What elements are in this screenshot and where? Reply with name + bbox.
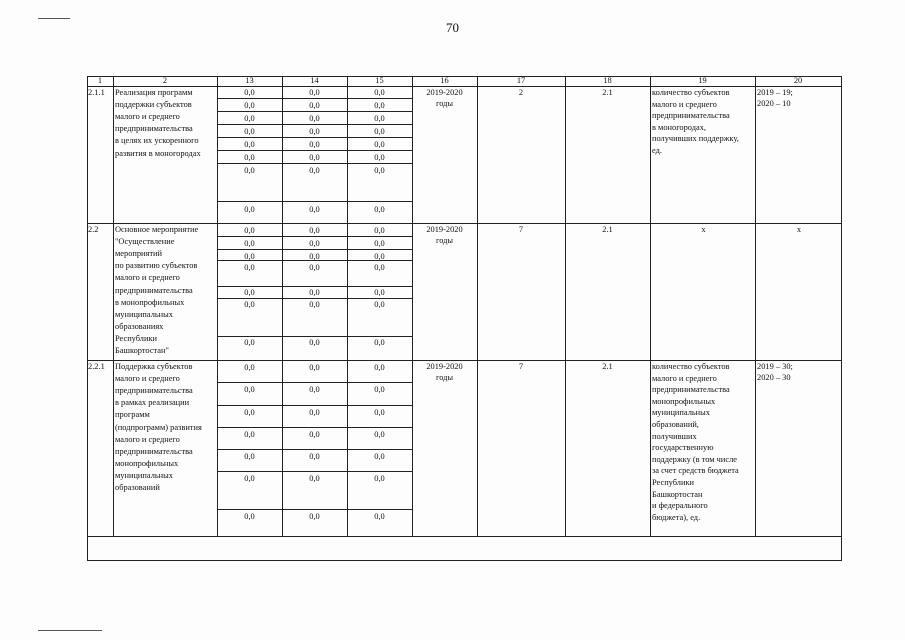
measure-name-line: монопрофильных [115,458,179,468]
measure-name-line: в целях их ускоренного [115,136,199,146]
indicator-line: муниципальных [652,408,710,418]
column-header: 15 [375,76,384,85]
column-header: 17 [516,76,526,85]
funding-value: 0,0 [244,263,255,272]
value-subrow-divider [217,471,412,472]
funding-value: 0,0 [244,363,255,372]
indicator-line: Башкортостан [652,489,703,499]
column-header: 16 [440,76,449,85]
funding-value: 0,0 [244,88,255,97]
measure-name-line: мероприятий [115,249,163,259]
funding-value: 0,0 [309,385,320,394]
value-subrow-divider [217,137,412,138]
column-divider [565,76,566,536]
funding-value: 0,0 [374,114,385,123]
funding-value: 0,0 [374,252,385,261]
indicator-line: государственную [652,443,714,453]
column-header: 20 [793,76,803,85]
funding-value: 0,0 [374,385,385,394]
measure-name-line: предпринимательства [115,285,193,295]
col17-value: 7 [518,225,524,234]
funding-value: 0,0 [244,239,255,248]
scan-mark-top [38,18,70,19]
funding-value: 0,0 [309,205,320,214]
indicator-line: ед. [652,146,662,155]
indicator-line: за счет средств бюджета [652,466,739,476]
funding-value: 0,0 [309,338,320,347]
funding-value: 0,0 [309,300,320,309]
measure-name-line: Основное мероприятие [115,225,199,234]
col18-value: 2.1 [602,362,613,371]
funding-value: 0,0 [309,512,320,521]
column-divider [412,76,413,536]
col18-value: 2.1 [602,225,613,234]
period-text: 2019-2020 [426,362,463,371]
column-header: 1 [97,76,103,85]
column-header: 18 [603,76,612,85]
measure-name-line: в монопрофильных [115,297,185,307]
funding-value: 0,0 [244,474,255,483]
indicator-line: поддержку (в том числе [652,454,737,464]
value-subrow-divider [217,382,412,383]
funding-value: 0,0 [374,205,385,214]
column-header: 2 [162,76,168,85]
value-subrow-divider [217,249,412,250]
indicator-line: образований, [652,420,699,429]
target-line: 2020 – 10 [757,99,791,108]
header-bottom-border [87,86,841,87]
funding-value: 0,0 [374,166,385,175]
value-subrow-divider [217,236,412,237]
funding-value: 0,0 [244,101,255,110]
funding-value: 0,0 [374,288,385,297]
indicator-line: получивших [652,431,697,441]
funding-value: 0,0 [374,512,385,521]
funding-value: 0,0 [309,101,320,110]
target-line: 2019 – 19; [757,88,793,97]
measure-name-line: малого и среднего [115,374,180,384]
column-divider [113,76,114,536]
funding-value: 0,0 [374,474,385,483]
measure-name-line: малого и среднего [115,112,180,122]
col17-value: 2 [518,88,524,97]
measure-name-line: по развитию субъектов [115,261,198,271]
value-subrow-divider [217,98,412,99]
target-line: х [796,225,802,234]
funding-value: 0,0 [244,205,255,214]
program-table [87,76,841,560]
row-divider [87,223,841,224]
funding-value: 0,0 [309,474,320,483]
measure-name-line: развития в моногородах [115,148,201,158]
column-header: 14 [310,76,319,85]
funding-value: 0,0 [374,452,385,461]
row-number: 2.1.1 [88,88,105,97]
funding-value: 0,0 [309,430,320,439]
value-subrow-divider [217,111,412,112]
measure-name-line: предпринимательства [115,386,193,396]
indicator-line: малого и среднего [652,99,717,109]
row-number: 2.2.1 [88,362,105,371]
funding-value: 0,0 [244,140,255,149]
funding-value: 0,0 [244,430,255,439]
funding-value: 0,0 [244,512,255,521]
funding-value: 0,0 [244,385,255,394]
target-line: 2019 – 30; [757,362,793,371]
row-divider [87,360,841,361]
value-subrow-divider [217,298,412,299]
funding-value: 0,0 [244,127,255,136]
indicator-line: количество субъектов [652,88,730,97]
indicator-line: получивших поддержку, [652,134,739,144]
funding-value: 0,0 [374,127,385,136]
value-subrow-divider [217,163,412,164]
period-text: 2019-2020 [426,225,463,234]
value-subrow-divider [217,124,412,125]
funding-value: 0,0 [244,252,255,261]
funding-value: 0,0 [374,363,385,372]
measure-name-line: малого и среднего [115,434,180,444]
funding-value: 0,0 [309,452,320,461]
funding-value: 0,0 [309,140,320,149]
funding-value: 0,0 [374,226,385,235]
value-subrow-divider [217,509,412,510]
period-text: годы [435,236,454,245]
funding-value: 0,0 [244,288,255,297]
measure-name-line: Башкортостан" [115,346,169,355]
measure-name-line: Реализация программ [115,88,193,97]
funding-value: 0,0 [309,408,320,417]
measure-name-line: образований [115,483,160,492]
column-divider [477,76,478,536]
measure-name-line: предпринимательства [115,124,193,134]
funding-value: 0,0 [309,153,320,162]
column-header: 13 [245,76,254,85]
funding-value: 0,0 [309,252,320,261]
value-subrow-divider [217,405,412,406]
funding-value: 0,0 [244,452,255,461]
indicator-line: малого и среднего [652,373,717,383]
row-number: 2.2 [88,225,99,234]
measure-name-line: образованиях [115,321,164,331]
measure-name-line: "Осуществление [115,237,175,247]
column-divider [755,76,756,536]
funding-value: 0,0 [309,114,320,123]
measure-name-line: в рамках реализации [115,398,190,408]
indicator-line: бюджета), ед. [652,512,701,522]
measure-name-line: (подпрограмм) развития [115,422,202,432]
funding-value: 0,0 [309,226,320,235]
indicator-line: и федерального [652,501,708,511]
column-header: 19 [698,76,707,85]
column-divider [650,76,651,536]
measure-name-line: малого и среднего [115,273,180,283]
value-subrow-divider [217,449,412,450]
col17-value: 7 [518,362,524,371]
funding-value: 0,0 [309,288,320,297]
funding-value: 0,0 [309,239,320,248]
page-number: 70 [446,20,459,35]
measure-name-line: Поддержка субъектов [115,362,193,371]
funding-value: 0,0 [244,166,255,175]
funding-value: 0,0 [309,166,320,175]
funding-value: 0,0 [374,101,385,110]
funding-value: 0,0 [309,127,320,136]
scan-mark-bottom [38,630,102,631]
measure-name-line: поддержки субъектов [115,100,192,110]
funding-value: 0,0 [374,338,385,347]
measure-name-line: программ [115,410,150,420]
value-subrow-divider [217,286,412,287]
funding-value: 0,0 [374,430,385,439]
indicator-line: в моногородах, [652,122,707,132]
measure-name-line: Республики [115,333,158,343]
value-subrow-divider [217,336,412,337]
funding-value: 0,0 [374,263,385,272]
funding-value: 0,0 [374,300,385,309]
funding-value: 0,0 [244,300,255,309]
measure-name-line: предпринимательства [115,446,193,456]
period-text: годы [435,99,454,108]
table-bottom-border [87,560,842,561]
measure-name-line: муниципальных [115,470,173,480]
value-subrow-divider [217,150,412,151]
funding-value: 0,0 [374,153,385,162]
funding-value: 0,0 [374,88,385,97]
indicator-line: предпринимательства [652,385,730,395]
funding-value: 0,0 [244,408,255,417]
indicator-line: Республики [652,478,695,487]
value-subrow-divider [217,201,412,202]
indicator-line: количество субъектов [652,362,730,371]
funding-value: 0,0 [374,239,385,248]
row-divider [87,536,841,537]
indicator-line: х [701,225,706,234]
col18-value: 2.1 [602,88,613,97]
funding-value: 0,0 [374,140,385,149]
funding-value: 0,0 [244,338,255,347]
funding-value: 0,0 [309,363,320,372]
target-line: 2020 – 30 [757,373,791,382]
table-right-border [841,76,842,560]
value-subrow-divider [217,427,412,428]
indicator-line: предпринимательства [652,111,730,121]
funding-value: 0,0 [244,114,255,123]
measure-name-line: муниципальных [115,309,173,319]
funding-value: 0,0 [244,153,255,162]
funding-value: 0,0 [309,263,320,272]
period-text: годы [435,373,454,382]
funding-value: 0,0 [374,408,385,417]
table-left-border [87,76,88,560]
period-text: 2019-2020 [426,88,463,97]
funding-value: 0,0 [244,226,255,235]
funding-value: 0,0 [309,88,320,97]
indicator-line: монопрофильных [652,396,716,406]
